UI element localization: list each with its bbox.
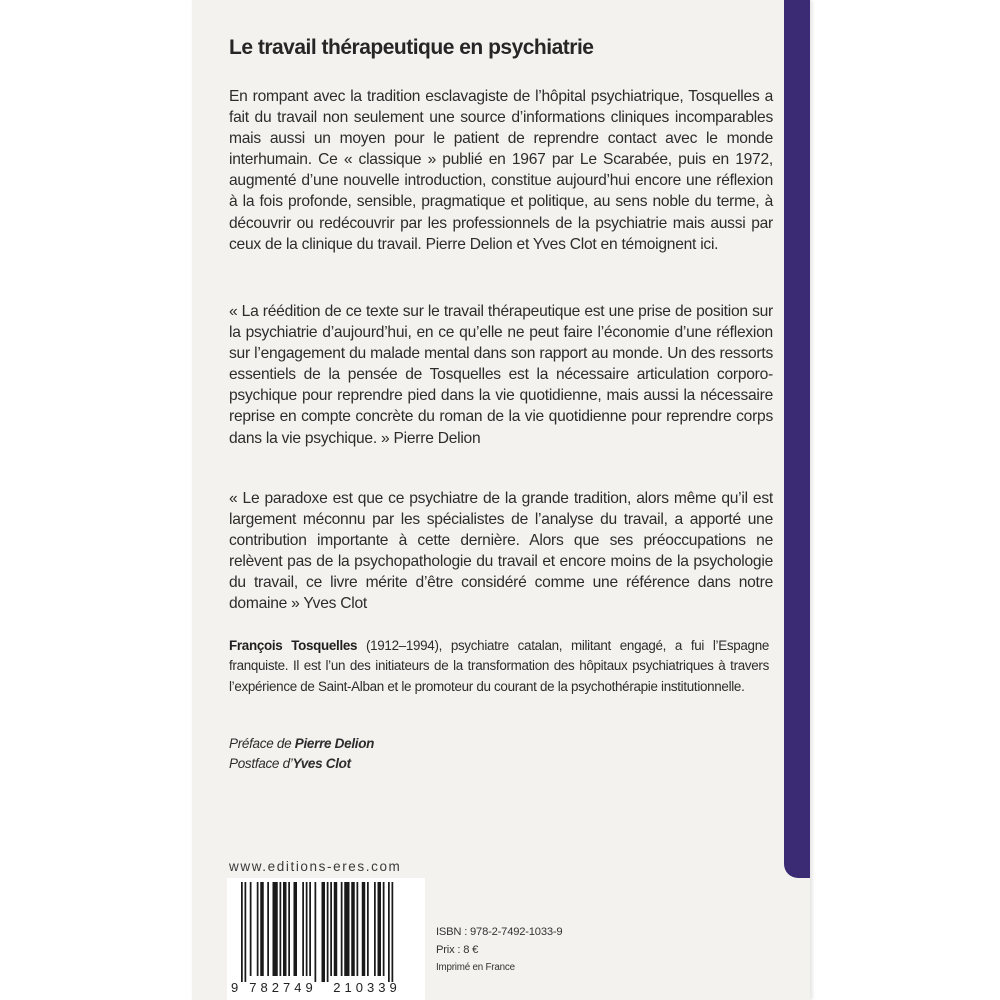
postface-name: Yves Clot <box>292 756 351 771</box>
barcode-bar <box>367 882 369 976</box>
author-name: François Tosquelles <box>229 638 358 653</box>
isbn-block <box>436 924 562 977</box>
barcode-bar <box>344 882 349 976</box>
barcode-bar <box>288 882 290 976</box>
barcode-bar <box>306 882 308 976</box>
publisher-website: www.editions-eres.com <box>229 859 402 874</box>
barcode-bar <box>357 882 359 976</box>
printed-in-text: Imprimé en France <box>436 962 515 973</box>
barcode <box>227 878 425 1000</box>
barcode-bar <box>250 882 252 976</box>
barcode-digits-left: 782749 <box>249 980 317 995</box>
barcode-bar <box>334 882 338 976</box>
barcode-bars <box>241 882 393 982</box>
credits <box>229 734 374 774</box>
barcode-digit-first: 9 <box>231 980 239 995</box>
barcode-bar <box>273 882 278 976</box>
postface-line <box>229 754 374 774</box>
barcode-digits-right: 210339 <box>333 980 401 995</box>
barcode-bar <box>241 882 243 982</box>
barcode-bar <box>351 882 355 976</box>
quote-pierre-delion: « La réédition de ce texte sur le travail thérapeutique est une prise de position sur la psychiatrie d’aujourd’hui, en ce qu’elle ne peut faire l’économie d’une réflexion sur l’engagement du malade mental dans son rapport au monde. Un des ressorts essentiels de la pensée de Tosquelles est la nécessaire articulation corporo-psychique pour reprendre pied dans la vie quotidienne, mais aussi la nécessaire reprise en compte concrète du roman de la vie quotidienne pour reprendre corps dans la vie psychique. » Pierre Delion <box>229 303 773 447</box>
barcode-bar <box>280 882 282 976</box>
barcode-bar <box>392 882 394 982</box>
barcode-bar <box>327 882 329 982</box>
preface-label: Préface de <box>229 736 295 751</box>
barcode-bar <box>383 882 385 976</box>
barcode-bar <box>388 882 390 982</box>
barcode-bar <box>330 882 332 976</box>
barcode-bar <box>294 882 298 976</box>
barcode-bar <box>322 882 326 982</box>
spine-accent-band <box>784 0 810 878</box>
summary-paragraph: En rompant avec la tradition esclavagiste de l’hôpital psychiatrique, Tosquelles a fait du travail non seulement une source d’informations cliniques incomparables mais aussi un moyen pour le patient de reprendre contact avec le monde interhumain. Ce « classique » publié en 1967 par Le Scarabée, puis en 1972, augmenté d’une nouvelle introduction, constitue aujourd’hui encore une réflexion à la fois profonde, sensible, pragmatique et politique, au sens noble du terme, à découvrir ou redécouvrir par les professionnels de la psychiatrie mais aussi par ceux de la clinique du travail. Pierre Delion et Yves Clot en témoignent ici. <box>229 88 773 253</box>
barcode-bar <box>257 882 259 976</box>
quote-yves-clot: « Le paradoxe est que ce psychiatre de la grande tradition, alors même qu’il est largement méconnu par les spécialistes de l’analyse du travail, a apporté une contribution importante à cette dernière. Alors que ses préoccupations ne relèvent pas de la psychopathologie du travail et encore moins de la psychologie du travail, ce livre mérite d’être considéré comme une référence dans notre domaine » Yves Clot <box>229 490 773 613</box>
barcode-bar <box>362 882 366 976</box>
barcode-bar <box>341 882 343 976</box>
barcode-bar <box>374 882 376 976</box>
author-bio-text: (1912–1994), psychiatre catalan, militant engagé, a fui l’Espagne franquiste. Il est l’un des initiateurs de la transformation des hôpitaux psychiatriques à travers l’expérience de Saint-Alban et le promoteur du courant de la psychothérapie institutionnelle. <box>229 638 769 694</box>
preface-name: Pierre Delion <box>294 736 375 751</box>
barcode-bar <box>302 882 304 976</box>
barcode-bar <box>267 882 269 976</box>
barcode-bar <box>260 882 264 976</box>
price-text: Prix : 8 € <box>436 943 479 956</box>
isbn-text: ISBN : 978-2-7492-1033-9 <box>436 926 563 938</box>
book-title: Le travail thérapeutique en psychiatrie <box>229 36 594 59</box>
barcode-bar <box>283 882 287 976</box>
barcode-image <box>227 878 425 1000</box>
postface-label: Postface d’ <box>229 756 293 771</box>
preface-line <box>229 734 374 754</box>
barcode-bar <box>378 882 382 976</box>
barcode-bar <box>309 882 311 976</box>
barcode-bar <box>315 882 317 982</box>
author-bio <box>229 636 769 697</box>
barcode-bar <box>245 882 247 982</box>
